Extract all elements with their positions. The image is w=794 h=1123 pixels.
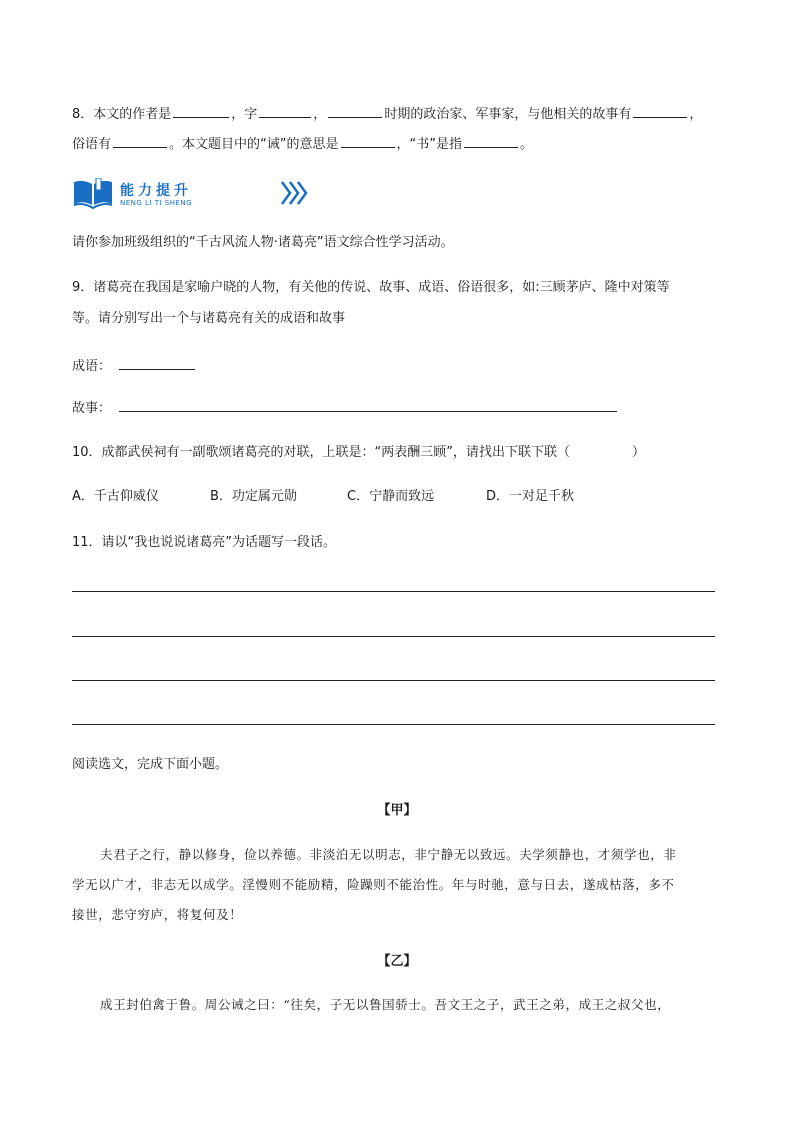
section-banner [72, 178, 242, 212]
q8-text-c: ， [313, 107, 327, 122]
q9-stem-line-1: 9．诸葛亮在我国是家喻户晓的人物，有关他的传说、故事、成语、俗语很多，如:三顾茅庐、隆中对策等 [72, 280, 670, 295]
q8-text-d: 时期的政治家、军事家，与他相关的故事有 [384, 107, 632, 122]
banner-title: 能力提升 [120, 183, 192, 199]
double-chevron-right-icon [280, 180, 308, 210]
q8-blank-saying[interactable] [113, 134, 167, 148]
q8-text-g: 。本文题目中的“诫”的意思是 [169, 137, 339, 152]
passage-yi-heading: 【乙】 [377, 954, 417, 969]
q10-option-d[interactable]: D．一对足千秋 [486, 489, 575, 504]
passage-jia-line-2: 学无以广才，非志无以成学。淫慢则不能励精，险躁则不能治性。年与时驰，意与日去，遂成枯落，多不 [72, 877, 675, 892]
answer-line-3[interactable] [72, 680, 715, 681]
q8-blank-era[interactable] [328, 104, 382, 118]
q10-stem-close: ） [632, 445, 646, 460]
q8-text-a: 8．本文的作者是 [72, 107, 172, 122]
passage-yi-line-1: 成王封伯禽于鲁。周公诫之曰：“往矣，子无以鲁国骄士。吾文王之子，武王之弟，成王之叔父也， [100, 997, 671, 1012]
q8-blank-jie-meaning[interactable] [341, 134, 395, 148]
answer-line-2[interactable] [72, 636, 715, 637]
q8-line-2 [72, 134, 533, 154]
q8-text-i: 。 [519, 137, 533, 152]
q9-idiom-label: 成语： [72, 359, 112, 374]
q8-line-1 [72, 104, 702, 124]
activity-intro: 请你参加班级组织的“千古风流人物·诸葛亮”语文综合性学习活动。 [72, 235, 454, 250]
q8-blank-author[interactable] [173, 104, 229, 118]
q10-option-b[interactable]: B．功定属元勋 [210, 489, 297, 504]
q9-idiom-blank[interactable] [119, 356, 195, 370]
q9-stem-line-2: 等。请分别写出一个与诸葛亮有关的成语和故事 [72, 311, 346, 326]
q8-blank-story[interactable] [633, 104, 687, 118]
q8-text-b: ，字 [231, 107, 258, 122]
q8-text-e: ， [689, 107, 703, 122]
q9-story-row [72, 398, 619, 418]
passage-jia-heading: 【甲】 [377, 803, 417, 818]
q8-text-h: ，“书”是指 [396, 137, 462, 152]
q10-stem [72, 444, 645, 462]
passage-jia-line-1: 夫君子之行，静以修身，俭以养德。非淡泊无以明志，非宁静无以致远。夫学须静也，才须学也，非 [100, 847, 677, 862]
reading-intro: 阅读选文，完成下面小题。 [72, 757, 229, 772]
q8-blank-shu-meaning[interactable] [464, 134, 518, 148]
q11-stem: 11．请以“我也说说诸葛亮”为话题写一段话。 [72, 535, 337, 550]
q8-blank-courtesy-name[interactable] [259, 104, 311, 118]
q10-stem-text: 10．成都武侯祠有一副歌颂诸葛亮的对联，上联是：“两表酬三顾”，请找出下联下联（ [72, 445, 571, 460]
answer-line-1[interactable] [72, 591, 715, 592]
q10-option-c[interactable]: C．宁静而致远 [347, 489, 435, 504]
book-icon [72, 178, 114, 214]
answer-line-4[interactable] [72, 724, 715, 725]
banner-pinyin: NENG LI TI SHENG [120, 199, 193, 207]
q9-story-blank[interactable] [119, 398, 617, 412]
q10-option-a[interactable]: A．千古仰威仪 [72, 489, 159, 504]
q9-idiom-row [72, 356, 197, 376]
q8-text-f: 俗语有 [72, 137, 112, 152]
q9-story-label: 故事： [72, 401, 112, 416]
passage-jia-line-3: 接世，悲守穷庐，将复何及！ [72, 907, 243, 922]
